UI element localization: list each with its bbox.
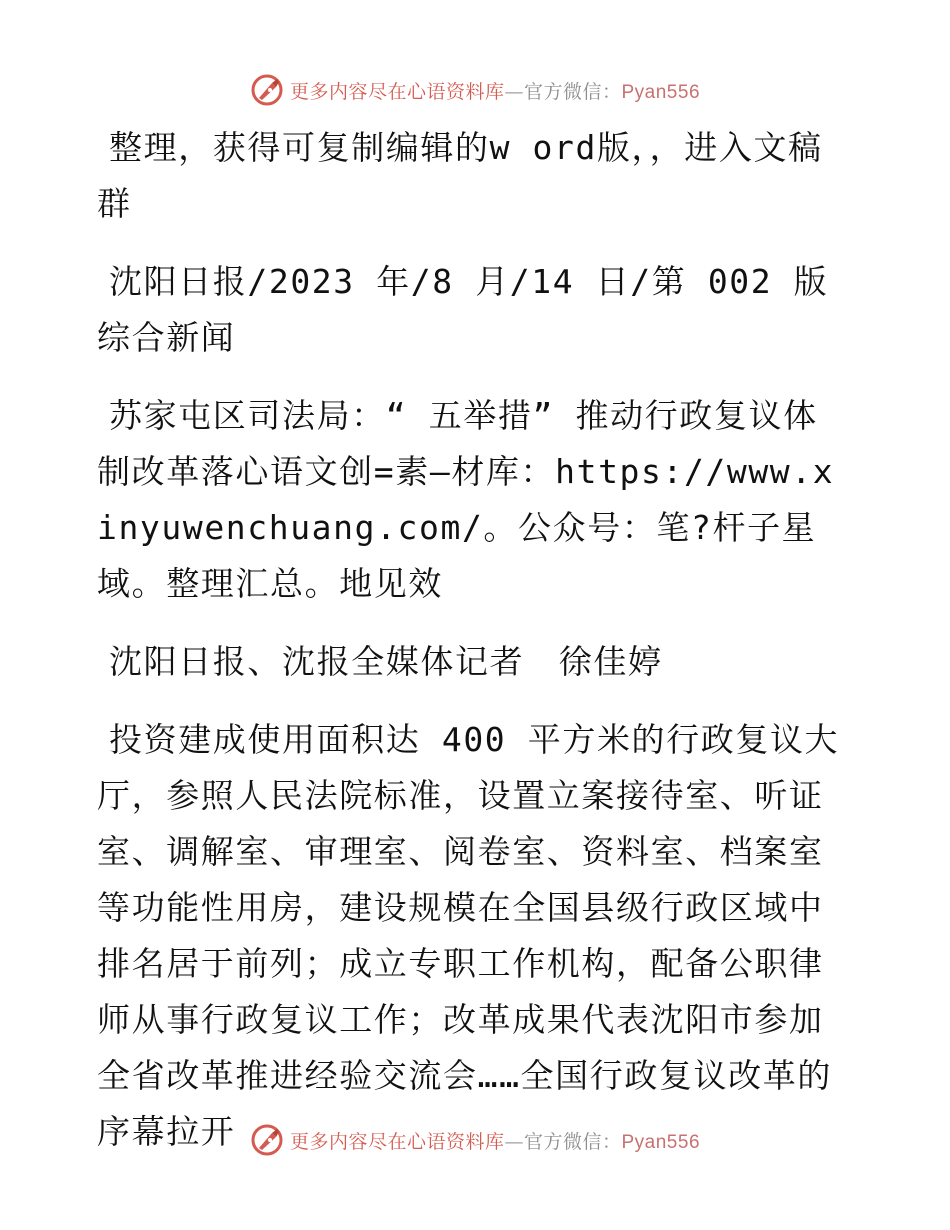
paragraph-headline: 苏家屯区司法局：“ 五举措” 推动行政复议体制改革落心语文创=素—材库：https://www.xinyuwenchuang.com/。公众号：笔?杆子星域。整理汇总。地见效 xyxy=(97,396,835,603)
paragraph-source: 沈阳日报/2023 年/8 月/14 日/第 002 版综合新闻 xyxy=(97,262,829,357)
document-body xyxy=(97,120,847,1182)
paragraph-body: 投资建成使用面积达 400 平方米的行政复议大厅，参照人民法院标准，设置立案接待室、听证室、调解室、审理室、阅卷室、资料室、档案室等功能性用房，建设规模在全国县级行政区域中排名居于前列；成立专职工作机构，配备公职律师从事行政复议工作；改革成果代表沈阳市参加全省改革推进经验交流会……全国行政复议改革的序幕拉开 xyxy=(97,720,840,1151)
footer-watermark-banner xyxy=(0,1120,950,1160)
header-watermark-banner xyxy=(0,70,950,110)
paragraph-byline: 沈阳日报、沈报全媒体记者 徐佳婷 xyxy=(109,642,663,681)
pen-nib-logo-icon xyxy=(250,1123,284,1157)
pen-nib-logo-icon xyxy=(250,73,284,107)
paragraph-intro: 整理，获得可复制编辑的w ord版，，进入文稿群 xyxy=(97,128,823,223)
footer-watermark-text: 更多内容尽在心语资料库—官方微信：Pyan556 xyxy=(289,1130,701,1153)
header-watermark-text: 更多内容尽在心语资料库—官方微信：Pyan556 xyxy=(289,80,701,103)
